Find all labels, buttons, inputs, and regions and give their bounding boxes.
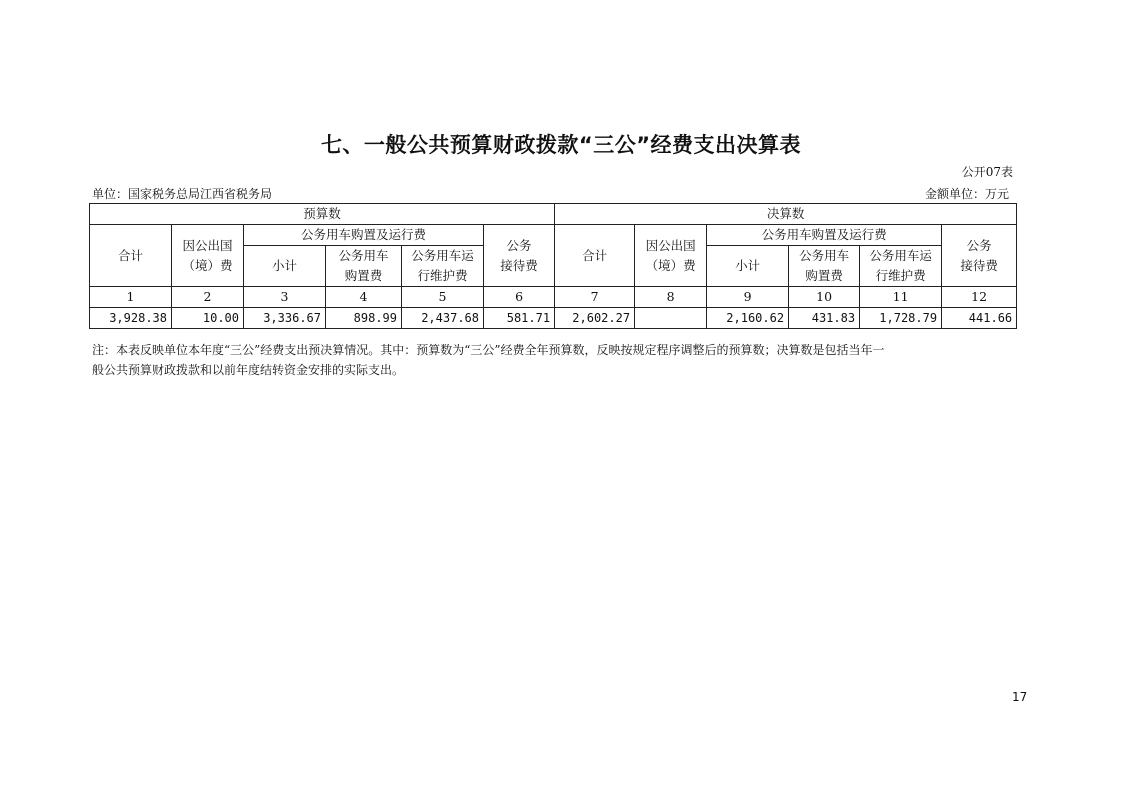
header-text: 因公出国 xyxy=(182,237,233,253)
group-header-budget: 预算数 xyxy=(90,204,555,225)
unit-label: 单位：国家税务总局江西省税务局 xyxy=(92,187,273,201)
header-budget-total: 合计 xyxy=(90,225,172,287)
value-cell: 1,728.79 xyxy=(860,308,942,329)
column-number: 8 xyxy=(635,287,707,308)
column-number: 10 xyxy=(789,287,860,308)
header-text: 公务 xyxy=(966,237,992,253)
page-number: 17 xyxy=(1012,690,1028,704)
header-budget-purchase xyxy=(326,246,402,287)
form-code: 公开07表 xyxy=(961,165,1013,179)
column-number: 3 xyxy=(244,287,326,308)
header-final-purchase xyxy=(789,246,860,287)
header-text: （境）费 xyxy=(645,257,696,273)
value-cell: 441.66 xyxy=(942,308,1017,329)
group-header-final: 决算数 xyxy=(555,204,1017,225)
value-cell xyxy=(635,308,707,329)
header-text: 公务用车 xyxy=(799,248,850,263)
column-number-row xyxy=(90,287,1017,308)
column-number: 1 xyxy=(90,287,172,308)
page-title: 七、一般公共预算财政拨款“三公”经费支出决算表 xyxy=(320,133,802,157)
table-row xyxy=(90,308,1017,329)
value-cell: 581.71 xyxy=(484,308,555,329)
column-number: 9 xyxy=(707,287,789,308)
table-header-row-1 xyxy=(90,225,1017,246)
table-group-header-row xyxy=(90,204,1017,225)
note-line: 注：本表反映单位本年度“三公”经费支出预决算情况。其中：预算数为“三公”经费全年预算数，反映按规定程序调整后的预算数；决算数是包括当年一 xyxy=(92,343,885,357)
header-final-subtotal: 小计 xyxy=(707,246,789,287)
header-text: 公务用车运 xyxy=(411,248,474,263)
value-cell: 2,160.62 xyxy=(707,308,789,329)
value-cell: 3,336.67 xyxy=(244,308,326,329)
header-text: 公务 xyxy=(506,237,532,253)
note-line: 般公共预算财政拨款和以前年度结转资金安排的实际支出。 xyxy=(92,363,405,377)
value-cell: 898.99 xyxy=(326,308,402,329)
header-text: 接待费 xyxy=(960,257,998,273)
column-number: 4 xyxy=(326,287,402,308)
column-number: 11 xyxy=(860,287,942,308)
value-cell: 431.83 xyxy=(789,308,860,329)
header-budget-reception xyxy=(484,225,555,287)
header-final-vehicle-group: 公务用车购置及运行费 xyxy=(707,225,942,246)
value-cell: 2,602.27 xyxy=(555,308,635,329)
header-text: 公务用车运 xyxy=(869,248,932,263)
header-budget-abroad xyxy=(172,225,244,287)
header-text: 行维护费 xyxy=(875,268,926,283)
header-text: 接待费 xyxy=(500,257,538,273)
header-budget-vehicle-group: 公务用车购置及运行费 xyxy=(244,225,484,246)
column-number: 7 xyxy=(555,287,635,308)
header-text: 行维护费 xyxy=(417,268,468,283)
header-budget-subtotal: 小计 xyxy=(244,246,326,287)
header-text: 公务用车 xyxy=(338,248,389,263)
header-text: （境）费 xyxy=(182,257,233,273)
header-text: 购置费 xyxy=(344,268,383,283)
header-final-total: 合计 xyxy=(555,225,635,287)
header-final-operate xyxy=(860,246,942,287)
value-cell: 3,928.38 xyxy=(90,308,172,329)
header-text: 购置费 xyxy=(805,268,843,283)
header-text: 因公出国 xyxy=(645,237,696,253)
table-note xyxy=(92,340,1022,380)
column-number: 5 xyxy=(402,287,484,308)
column-number: 6 xyxy=(484,287,555,308)
header-budget-operate xyxy=(402,246,484,287)
column-number: 12 xyxy=(942,287,1017,308)
value-cell: 10.00 xyxy=(172,308,244,329)
amount-unit-label: 金额单位：万元 xyxy=(924,187,1009,201)
header-final-abroad xyxy=(635,225,707,287)
value-cell: 2,437.68 xyxy=(402,308,484,329)
header-final-reception xyxy=(942,225,1017,287)
expenditure-table xyxy=(89,203,1017,329)
column-number: 2 xyxy=(172,287,244,308)
